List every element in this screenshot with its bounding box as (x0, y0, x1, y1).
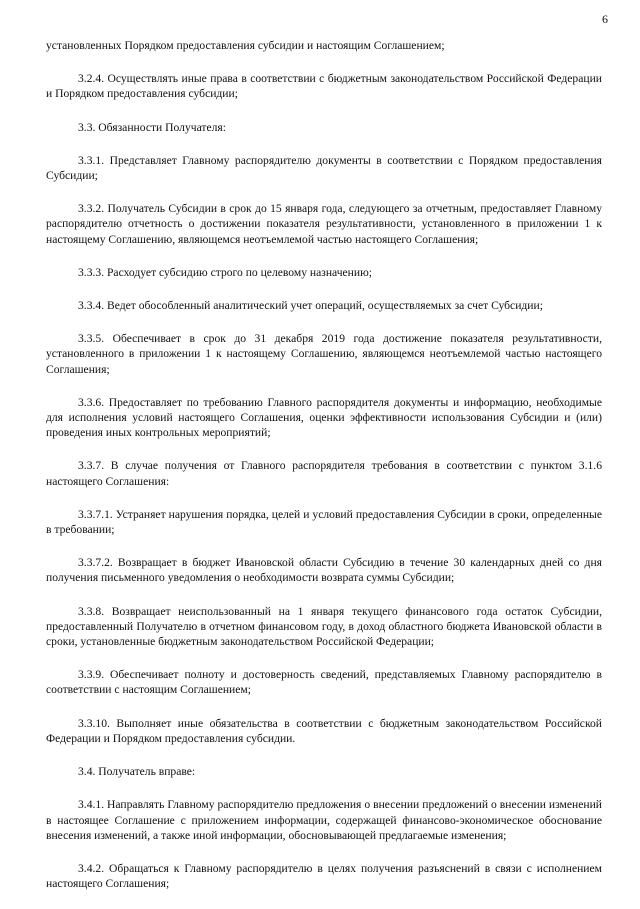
paragraph-3-3-5: 3.3.5. Обеспечивает в срок до 31 декабря 2019 года достижение показателя результативности, установленного в приложении 1 к настоящему Соглашению, являющемся неотъемлемой частью настоящего Соглашения; (46, 332, 602, 376)
paragraph-3-3-8: 3.3.8. Возвращает неиспользованный на 1 января текущего финансового года остаток Субсидии, предоставленный Получателю в отчетном финансовом году, в доход областного бюджета Ивановской области в сроки, установленные бюджетным законодательством Российской Федерации; (46, 604, 602, 649)
section-heading-3-4: 3.4. Получатель вправе: (78, 765, 196, 779)
paragraph-3-3-6: 3.3.6. Предоставляет по требованию Главного распорядителя документы и информацию, необходимые для исполнения условий настоящего Соглашения, оценки эффективности использования Субсидии и (или) проведения иных контрольных мероприятий; (46, 395, 602, 440)
paragraph-3-3-10: 3.3.10. Выполняет иные обязательства в соответствии с бюджетным законодательством Российской Федерации и Порядком предоставления субсидии. (46, 716, 602, 745)
paragraph-3-4-1: 3.4.1. Направлять Главному распорядителю предложения о внесении предложений о внесении изменений в настоящее Соглашение с приложением информации, содержащей финансово-экономическое обоснование внесения изменений, а также иной информации, обосновывающей предлагаемые изменения; (46, 798, 602, 842)
paragraph-3-3-9: 3.3.9. Обеспечивает полноту и достоверность сведений, представляемых Главному распорядителю в соответствии с настоящим Соглашением; (46, 668, 602, 697)
paragraph-3-3-2: 3.3.2. Получатель Субсидии в срок до 15 января года, следующего за отчетным, предоставляет Главному распорядителю отчетность о достижении показателя результативности, установленного в приложении 1 к настоящему Соглашению, являющемся неотъемлемой частью настоящего Соглашения; (46, 202, 602, 246)
paragraph-3-3-4: 3.3.4. Ведет обособленный аналитический учет операций, осуществляемых за счет Субсидии; (78, 299, 543, 313)
paragraph-3-3-7-1: 3.3.7.1. Устраняет нарушения порядка, целей и условий предоставления Субсидии в сроки, определенные в требовании; (46, 507, 602, 537)
document-body (46, 38, 602, 909)
paragraph-3-3-3: 3.3.3. Расходует субсидию строго по целевому назначению; (78, 265, 372, 279)
paragraph-3-3-1: 3.3.1. Представляет Главному распорядителю документы в соответствии с Порядком предоставления Субсидии; (46, 153, 602, 183)
page-number: 6 (602, 12, 608, 26)
paragraph-3-3-7: 3.3.7. В случае получения от Главного распорядителя требования в соответствии с пунктом 3.1.6 настоящего Соглашения: (46, 459, 602, 488)
section-heading-3-3: 3.3. Обязанности Получателя: (78, 120, 226, 134)
paragraph-continuation: установленных Порядком предоставления субсидии и настоящим Соглашением; (46, 39, 445, 52)
paragraph-3-4-2: 3.4.2. Обращаться к Главному распорядителю в целях получения разъяснений в связи с исполнением настоящего Соглашения; (46, 861, 602, 891)
paragraph-3-2-4: 3.2.4. Осуществлять иные права в соответствии с бюджетным законодательством Российской Федерации и Порядком предоставления субсидии; (46, 72, 602, 101)
paragraph-3-3-7-2: 3.3.7.2. Возвращает в бюджет Ивановской области Субсидию в течение 30 календарных дней со дня получения письменного уведомления о необходимости возврата суммы Субсидии; (46, 556, 602, 585)
